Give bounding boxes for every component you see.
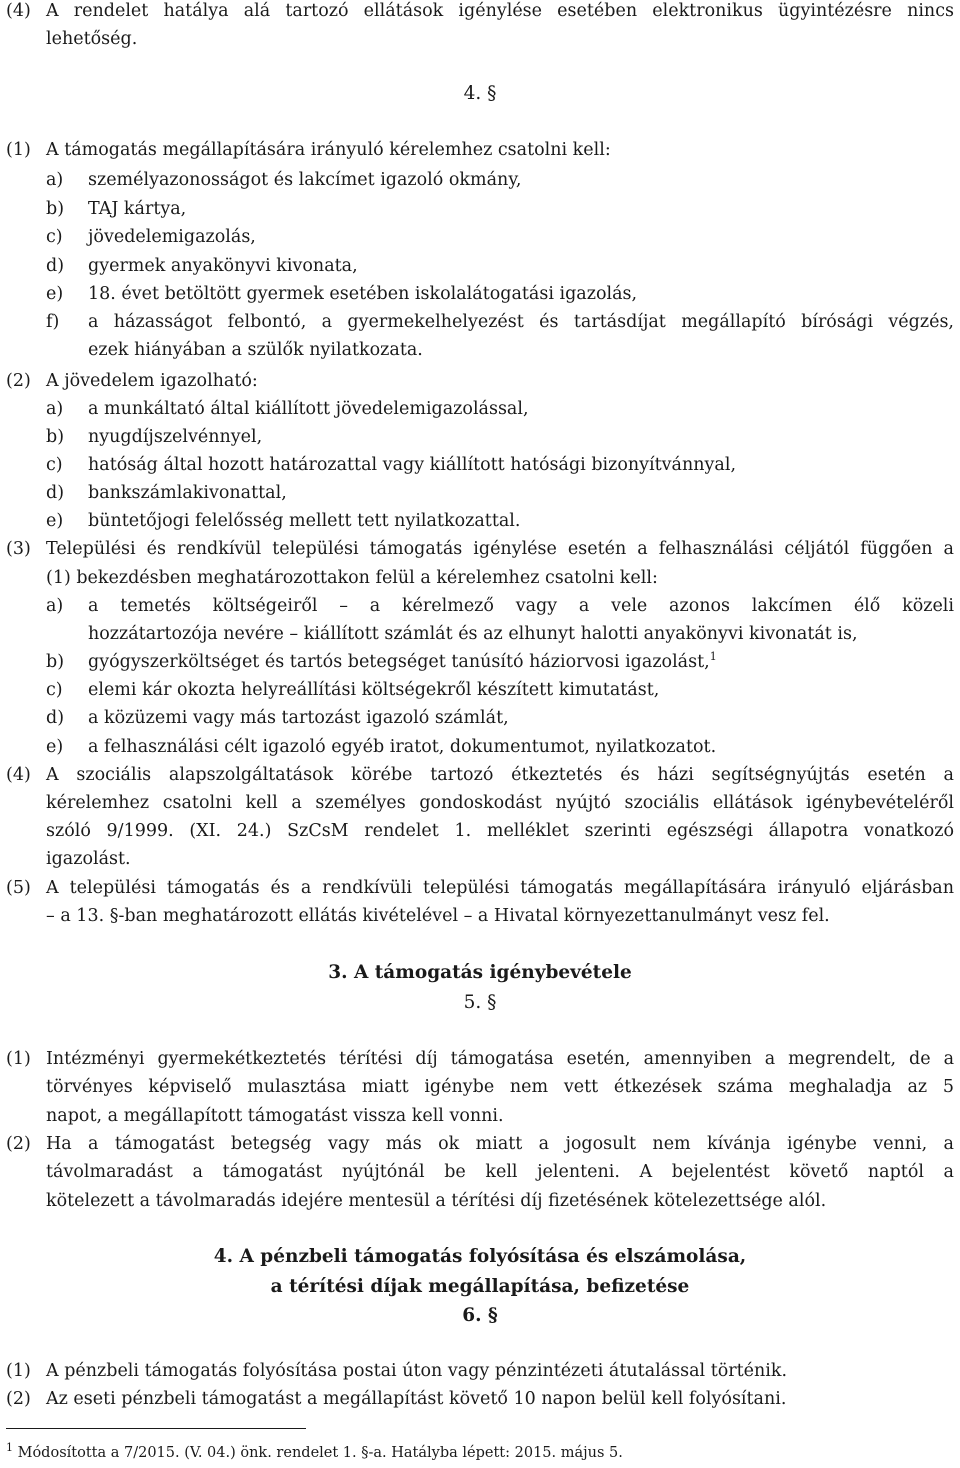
s4-p4-line-2 [0, 789, 960, 817]
paragraph-text: szóló 9/1999. (XI. 24.) SzCsM rendelet 1. melléklet szerinti egészségi állapotra vonatkozó [46, 821, 954, 841]
paragraph-text: Települési és rendkívül települési támogatás igénylése esetén a felhasználási céljától függően a [46, 539, 954, 559]
s5-p1-line-3 [0, 1102, 960, 1130]
list-label: d) [46, 256, 65, 276]
list-text [88, 648, 954, 676]
paragraph-number: (2) [6, 1134, 31, 1154]
s4-p4-line-1 [0, 761, 960, 789]
list-label: b) [46, 199, 65, 219]
list-text: ezek hiányában a szülők nyilatkozata. [88, 340, 423, 360]
paragraph-number: (1) [6, 1361, 31, 1381]
s5-p2-line-1 [0, 1130, 960, 1158]
paragraph-number: (2) [6, 371, 31, 391]
intro-text-1: (4) A rendelet hatálya alá tartozó ellátások igénylése esetében elektronikus ügyintézésre nincs [6, 1, 954, 21]
list-label: c) [46, 227, 63, 247]
list-item [0, 676, 960, 704]
list-item-continuation [0, 620, 960, 648]
list-text-body: gyógyszerköltséget és tartós betegséget tanúsító háziorvosi igazolást, [88, 652, 710, 672]
list-text: a temetés költségeiről – a kérelmező vagy a vele azonos lakcímen élő közeli [88, 596, 954, 616]
paragraph-text: napot, a megállapított támogatást vissza kell vonni. [46, 1106, 504, 1126]
paragraph-number: (1) [6, 1049, 31, 1069]
footnote-reference[interactable]: 1 [709, 650, 717, 664]
list-label: e) [46, 511, 64, 531]
list-text: a munkáltató által kiállított jövedelemigazolással, [88, 399, 529, 419]
list-item [0, 308, 960, 336]
chapter-4-title-line-1: 4. A pénzbeli támogatás folyósítása és elszámolása, [213, 1246, 747, 1267]
s4-p3-line-2 [0, 564, 960, 592]
list-label: a) [46, 596, 64, 616]
list-item [0, 395, 960, 423]
list-item [0, 648, 960, 676]
list-text: személyazonosságot és lakcímet igazoló okmány, [88, 170, 522, 190]
list-label: c) [46, 455, 63, 475]
paragraph-text: Ha a támogatást betegség vagy más ok miatt a jogosult nem kívánja igénybe venni, a [46, 1134, 954, 1154]
paragraph-text: törvényes képviselő mulasztása miatt igénybe nem vett étkezések száma meghaladja az 5 [46, 1077, 954, 1097]
s4-p4-line-3 [0, 817, 960, 845]
list-text: TAJ kártya, [88, 199, 187, 219]
paragraph-text: kérelemhez csatolni kell a személyes gondoskodást nyújtó szociális ellátások igénybevételéről [46, 793, 954, 813]
list-item [0, 592, 960, 620]
s4-p3-line-1 [0, 535, 960, 563]
list-text: 18. évet betöltött gyermek esetében iskolalátogatási igazolás, [88, 284, 638, 304]
paragraph-text: Intézményi gyermekétkeztetés térítési díj támogatása esetén, amennyiben a megrendelt, de a [46, 1049, 954, 1069]
list-label: d) [46, 483, 65, 503]
list-text: büntetőjogi felelősség mellett tett nyilatkozattal. [88, 511, 521, 531]
s6-p1-line [0, 1357, 960, 1385]
s6-p2-line [0, 1385, 960, 1413]
list-label: f) [46, 312, 60, 332]
s4-p2-line [0, 367, 960, 395]
paragraph-text: (1) bekezdésben meghatározottakon felül a kérelemhez csatolni kell: [46, 568, 658, 588]
list-label: b) [46, 652, 65, 672]
section-4-heading: 4. § [463, 83, 497, 104]
section-6-heading: 6. § [462, 1305, 498, 1326]
list-text: hatóság által hozott határozattal vagy kiállított hatósági bizonyítvánnyal, [88, 455, 737, 475]
list-item [0, 733, 960, 761]
list-label: e) [46, 737, 64, 757]
paragraph-number: (3) [6, 539, 31, 559]
intro-line-1 [0, 0, 960, 25]
list-item [0, 166, 960, 194]
list-text: nyugdíjszelvénnyel, [88, 427, 263, 447]
s4-p5-line-2 [0, 902, 960, 930]
list-label: a) [46, 170, 64, 190]
paragraph-text: távolmaradást a támogatást nyújtónál be kell jelenteni. A bejelentést követő naptól a [46, 1162, 954, 1182]
list-item [0, 280, 960, 308]
paragraph-text: A települési támogatás és a rendkívüli települési támogatás megállapítására irányuló eljárásban [46, 878, 954, 898]
paragraph-text: A jövedelem igazolható: [46, 371, 258, 391]
list-label: a) [46, 399, 64, 419]
paragraph-number: (1) [6, 140, 31, 160]
intro-line-2 [0, 25, 960, 53]
list-label: d) [46, 708, 65, 728]
list-text: hozzátartozója nevére – kiállított számlát és az elhunyt halotti anyakönyvi kivonatát is, [88, 624, 858, 644]
list-item [0, 252, 960, 280]
list-text: elemi kár okozta helyreállítási költségekről készített kimutatást, [88, 680, 660, 700]
footnote-mark: 1 [6, 1441, 13, 1455]
list-text: a felhasználási célt igazoló egyéb iratot, dokumentumot, nyilatkozatot. [88, 737, 717, 757]
list-text: a házasságot felbontó, a gyermekelhelyezést és tartásdíjat megállapító bírósági végzés, [88, 312, 954, 332]
list-label: e) [46, 284, 64, 304]
list-item [0, 423, 960, 451]
paragraph-text: Az eseti pénzbeli támogatást a megállapítást követő 10 napon belül kell folyósítani. [46, 1389, 787, 1409]
chapter-3-title: 3. A támogatás igénybevétele [328, 962, 632, 983]
list-item [0, 704, 960, 732]
paragraph-text: igazolást. [46, 849, 131, 869]
list-item [0, 507, 960, 535]
s4-p1-line [0, 136, 960, 164]
s4-p5-line-1 [0, 874, 960, 902]
list-item [0, 223, 960, 251]
list-text: bankszámlakivonattal, [88, 483, 287, 503]
s5-p2-line-2 [0, 1158, 960, 1186]
list-item [0, 195, 960, 223]
footnote-separator [6, 1428, 306, 1429]
list-label: c) [46, 680, 63, 700]
paragraph-text: A pénzbeli támogatás folyósítása postai úton vagy pénzintézeti átutalással történik. [46, 1361, 788, 1381]
list-item [0, 479, 960, 507]
chapter-4-title-line-2: a térítési díjak megállapítása, befizetése [270, 1276, 690, 1297]
s5-p1-line-1 [0, 1045, 960, 1073]
s5-p1-line-2 [0, 1073, 960, 1101]
paragraph-number: (4) [6, 765, 31, 785]
list-label: b) [46, 427, 65, 447]
list-item-continuation [0, 336, 960, 364]
list-text: a közüzemi vagy más tartozást igazoló számlát, [88, 708, 509, 728]
paragraph-text: A támogatás megállapítására irányuló kérelemhez csatolni kell: [46, 140, 611, 160]
paragraph-number: (5) [6, 878, 31, 898]
footnote-text: Módosította a 7/2015. (V. 04.) önk. rendelet 1. §-a. Hatályba lépett: 2015. május 5. [13, 1445, 623, 1461]
footnote [6, 1443, 623, 1463]
intro-text-2: lehetőség. [46, 29, 138, 49]
list-text: jövedelemigazolás, [88, 227, 256, 247]
s4-p4-line-4 [0, 845, 960, 873]
paragraph-text: A szociális alapszolgáltatások körébe tartozó étkeztetés és házi segítségnyújtás esetén a [46, 765, 954, 785]
paragraph-text: – a 13. §-ban meghatározott ellátás kivételével – a Hivatal környezettanulmányt vesz fel. [46, 906, 830, 926]
paragraph-text: kötelezett a távolmaradás idejére mentesül a térítési díj fizetésének kötelezettsége alól. [46, 1191, 827, 1211]
list-text: gyermek anyakönyvi kivonata, [88, 256, 358, 276]
paragraph-number: (2) [6, 1389, 31, 1409]
list-item [0, 451, 960, 479]
s5-p2-line-3 [0, 1187, 960, 1215]
section-5-heading: 5. § [463, 992, 497, 1013]
